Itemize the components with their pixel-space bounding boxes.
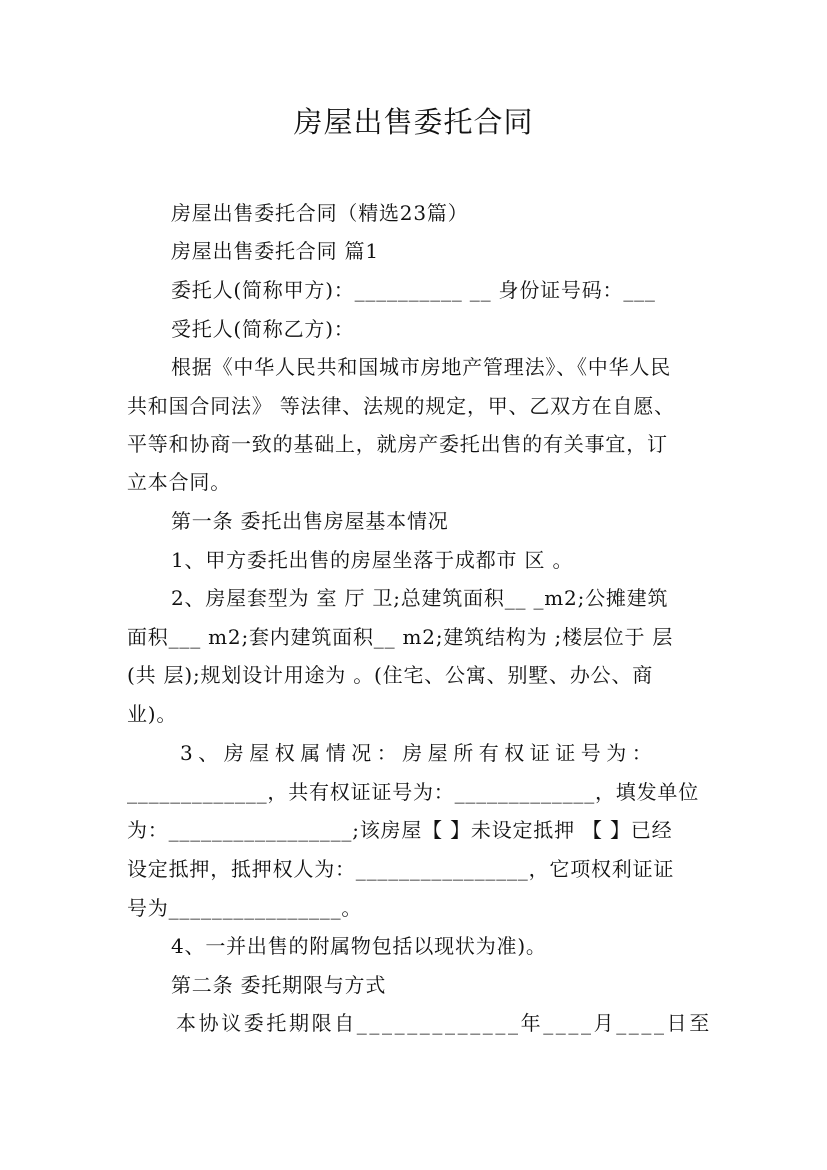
clause-line: _____________，共有权证证号为：_____________，填发单位 <box>127 780 699 804</box>
document-subtitle: 房屋出售委托合同（精选23篇） <box>171 201 469 225</box>
party-a-line: 委托人(简称甲方)：__________ __ 身份证号码：___ <box>171 278 656 302</box>
clause-line: 为：_________________;该房屋【 】未设定抵押 【 】已经 <box>127 818 673 842</box>
clause-line: (共 层);规划设计用途为 。(住宅、公寓、别墅、办公、商 <box>127 663 654 687</box>
article-heading: 第一条 委托出售房屋基本情况 <box>171 509 449 533</box>
document-title: 房屋出售委托合同 <box>293 105 534 139</box>
clause-line: 1、甲方委托出售的房屋坐落于成都市 区 。 <box>171 548 574 572</box>
clause-line: 4、一并出售的附属物包括以现状为准)。 <box>171 934 547 958</box>
clause-line: 设定抵押，抵押权人为：________________，它项权利证证 <box>127 857 675 881</box>
clause-line: 3、房屋权属情况：房屋所有权证证号为： <box>180 741 658 765</box>
paragraph-line: 立本合同。 <box>127 470 231 494</box>
clause-line: 本协议委托期限自_____________年____月____日至 <box>176 1011 712 1035</box>
clause-line: 业)。 <box>127 702 178 726</box>
paragraph-line: 根据《中华人民共和国城市房地产管理法》、《中华人民 <box>171 355 671 379</box>
article-heading: 第二条 委托期限与方式 <box>171 973 387 997</box>
paragraph-line: 共和国合同法》 等法律、法规的规定，甲、乙双方在自愿、 <box>127 394 675 418</box>
section-heading: 房屋出售委托合同 篇1 <box>171 239 379 263</box>
party-b-line: 受托人(简称乙方)： <box>171 317 355 341</box>
clause-line: 面积___ m2;套内建筑面积__ m2;建筑结构为 ;楼层位于 层 <box>127 625 674 649</box>
clause-line: 2、房屋套型为 室 厅 卫;总建筑面积__ _m2;公摊建筑 <box>171 586 669 610</box>
clause-line: 号为________________。 <box>127 896 363 920</box>
paragraph-line: 平等和协商一致的基础上，就房产委托出售的有关事宜，订 <box>127 432 668 456</box>
